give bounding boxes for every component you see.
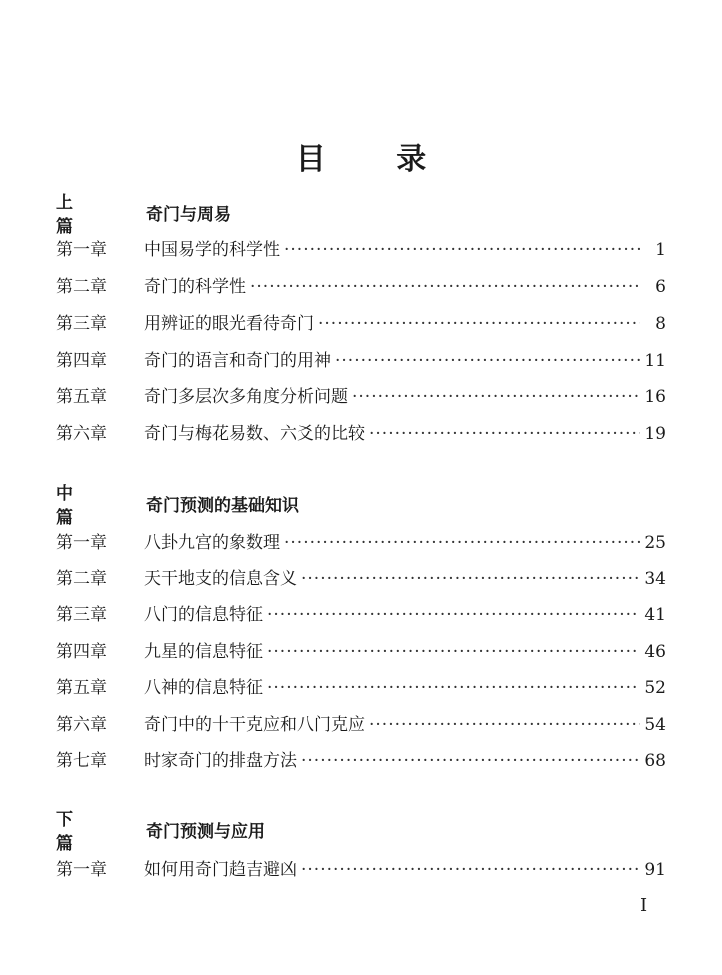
leader-dots — [352, 384, 640, 410]
chapter-number: 第六章 — [56, 424, 107, 444]
part-heading-3 — [56, 810, 265, 854]
page-number: 41 — [644, 605, 666, 625]
toc-entry[interactable] — [56, 530, 666, 556]
chapter-number: 第五章 — [56, 387, 107, 407]
chapter-title: 奇门的语言和奇门的用神 — [144, 351, 331, 371]
leader-dots — [284, 237, 640, 263]
leader-dots — [250, 274, 640, 300]
chapter-title: 奇门中的十干克应和八门克应 — [144, 715, 365, 735]
chapter-number: 第三章 — [56, 314, 107, 334]
leader-dots — [301, 748, 640, 774]
toc-entry[interactable] — [56, 712, 666, 738]
part-name: 奇门与周易 — [146, 205, 231, 225]
chapter-title: 天干地支的信息含义 — [144, 569, 297, 589]
page-number: 68 — [644, 751, 666, 771]
leader-dots — [267, 602, 640, 628]
chapter-title: 奇门的科学性 — [144, 277, 246, 297]
part-name: 奇门预测与应用 — [146, 822, 265, 842]
toc-entry[interactable] — [56, 675, 666, 701]
chapter-title: 八神的信息特征 — [144, 678, 263, 698]
leader-dots — [335, 348, 640, 374]
chapter-number: 第一章 — [56, 533, 107, 553]
folio-page-number: I — [640, 895, 648, 916]
toc-entry[interactable] — [56, 311, 666, 337]
part-heading-2 — [56, 484, 299, 528]
part-label: 下 篇 — [56, 810, 99, 854]
leader-dots — [284, 530, 640, 556]
chapter-number: 第二章 — [56, 569, 107, 589]
toc-entry[interactable] — [56, 639, 666, 665]
page-number: 16 — [644, 387, 666, 407]
part-heading-1 — [56, 193, 231, 237]
page-number: 25 — [644, 533, 666, 553]
toc-entry[interactable] — [56, 274, 666, 300]
chapter-number: 第一章 — [56, 240, 107, 260]
toc-entry[interactable] — [56, 566, 666, 592]
toc-entry[interactable] — [56, 857, 666, 883]
page-number: 1 — [655, 240, 666, 260]
page-number: 46 — [644, 642, 666, 662]
leader-dots — [301, 857, 640, 883]
chapter-number: 第三章 — [56, 605, 107, 625]
toc-entry[interactable] — [56, 602, 666, 628]
page-number: 91 — [644, 860, 666, 880]
chapter-title: 九星的信息特征 — [144, 642, 263, 662]
chapter-title: 如何用奇门趋吉避凶 — [144, 860, 297, 880]
chapter-title: 奇门多层次多角度分析问题 — [144, 387, 348, 407]
chapter-title: 用辨证的眼光看待奇门 — [144, 314, 314, 334]
leader-dots — [267, 639, 640, 665]
leader-dots — [301, 566, 640, 592]
toc-entry[interactable] — [56, 348, 666, 374]
part-label: 中 篇 — [56, 484, 99, 528]
leader-dots — [369, 712, 640, 738]
toc-entry[interactable] — [56, 237, 666, 263]
page-number: 54 — [644, 715, 666, 735]
leader-dots — [318, 311, 640, 337]
page-number: 19 — [644, 424, 666, 444]
chapter-number: 第六章 — [56, 715, 107, 735]
page-number: 34 — [644, 569, 666, 589]
part-label: 上 篇 — [56, 193, 99, 237]
page-number: 52 — [644, 678, 666, 698]
chapter-number: 第二章 — [56, 277, 107, 297]
toc-entry[interactable] — [56, 421, 666, 447]
page-title: 目 录 — [295, 142, 457, 177]
chapter-number: 第五章 — [56, 678, 107, 698]
chapter-number: 第七章 — [56, 751, 107, 771]
page-number: 6 — [655, 277, 666, 297]
page-number: 11 — [644, 351, 666, 371]
chapter-number: 第四章 — [56, 351, 107, 371]
chapter-title: 八门的信息特征 — [144, 605, 263, 625]
chapter-number: 第一章 — [56, 860, 107, 880]
leader-dots — [267, 675, 640, 701]
chapter-title: 中国易学的科学性 — [144, 240, 280, 260]
part-name: 奇门预测的基础知识 — [146, 496, 299, 516]
page-number: 8 — [655, 314, 666, 334]
chapter-title: 奇门与梅花易数、六爻的比较 — [144, 424, 365, 444]
toc-entry[interactable] — [56, 748, 666, 774]
chapter-title: 八卦九宫的象数理 — [144, 533, 280, 553]
leader-dots — [369, 421, 640, 447]
chapter-number: 第四章 — [56, 642, 107, 662]
chapter-title: 时家奇门的排盘方法 — [144, 751, 297, 771]
toc-entry[interactable] — [56, 384, 666, 410]
